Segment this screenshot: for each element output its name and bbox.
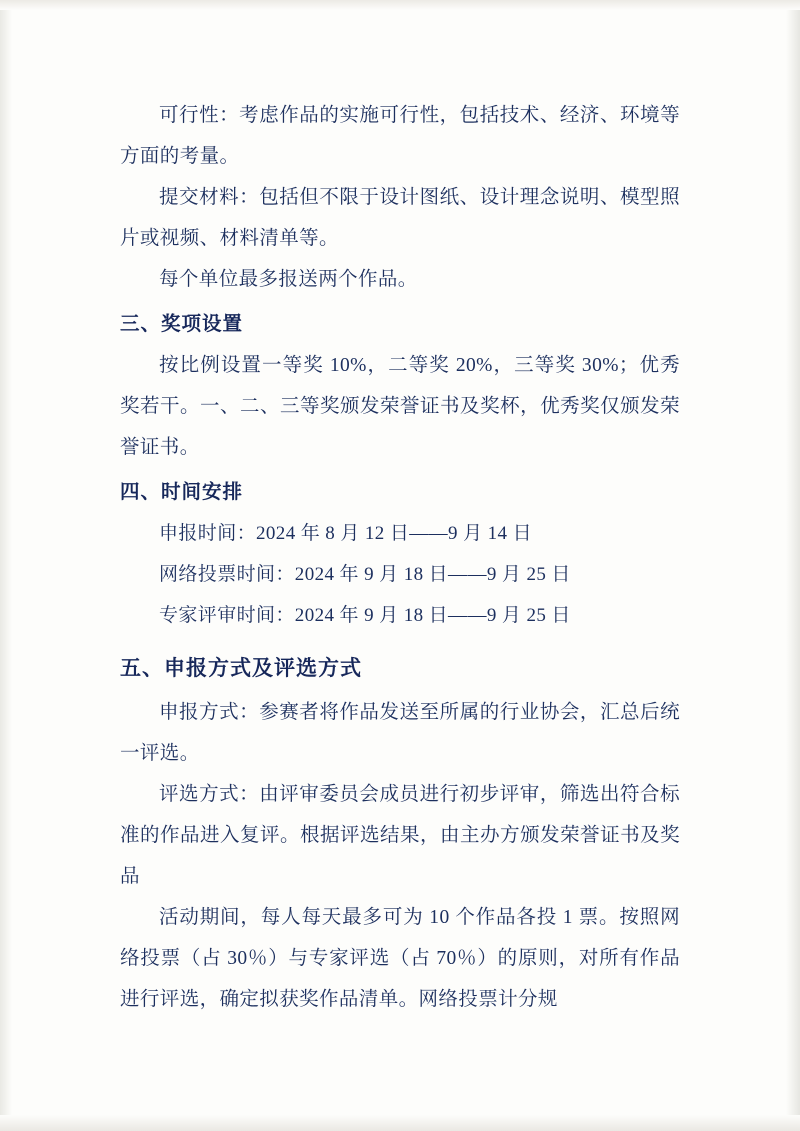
para-feasibility: 可行性：考虑作品的实施可行性，包括技术、经济、环境等方面的考量。	[120, 105, 680, 167]
heading-awards: 三、奖项设置	[120, 313, 244, 335]
para-voting-rules: 活动期间，每人每天最多可为 10 个作品各投 1 票。按照网络投票（占 30％）与专家评选（占 70％）的原则，对所有作品进行评选，确定拟获奖作品清单。网络投票计分规	[120, 907, 680, 1010]
spacer	[120, 636, 680, 646]
page-edge-top	[0, 0, 800, 10]
heading-schedule: 四、时间安排	[120, 481, 244, 503]
heading-application-and-selection: 五、申报方式及评选方式	[120, 657, 362, 680]
page-edge-left	[0, 0, 12, 1131]
para-submission-materials: 提交材料：包括但不限于设计图纸、设计理念说明、模型照片或视频、材料清单等。	[120, 187, 680, 249]
page-edge-right	[786, 0, 800, 1131]
schedule-application: 申报时间：2024 年 8 月 12 日——9 月 14 日	[159, 523, 533, 544]
document-body	[120, 95, 680, 1020]
schedule-expert-review: 专家评审时间：2024 年 9 月 18 日——9 月 25 日	[159, 605, 571, 626]
para-selection-method: 评选方式：由评审委员会成员进行初步评审，筛选出符合标准的作品进入复评。根据评选结果，由主办方颁发荣誉证书及奖品	[120, 784, 680, 887]
para-application-method: 申报方式：参赛者将作品发送至所属的行业协会，汇总后统一评选。	[120, 702, 680, 764]
schedule-online-vote: 网络投票时间：2024 年 9 月 18 日——9 月 25 日	[159, 564, 571, 585]
para-entry-limit: 每个单位最多报送两个作品。	[159, 269, 418, 290]
page-edge-bottom	[0, 1115, 800, 1131]
para-awards-detail: 按比例设置一等奖 10%，二等奖 20%，三等奖 30%；优秀奖若干。一、二、三等奖颁发荣誉证书及奖杯，优秀奖仅颁发荣誉证书。	[120, 355, 680, 458]
